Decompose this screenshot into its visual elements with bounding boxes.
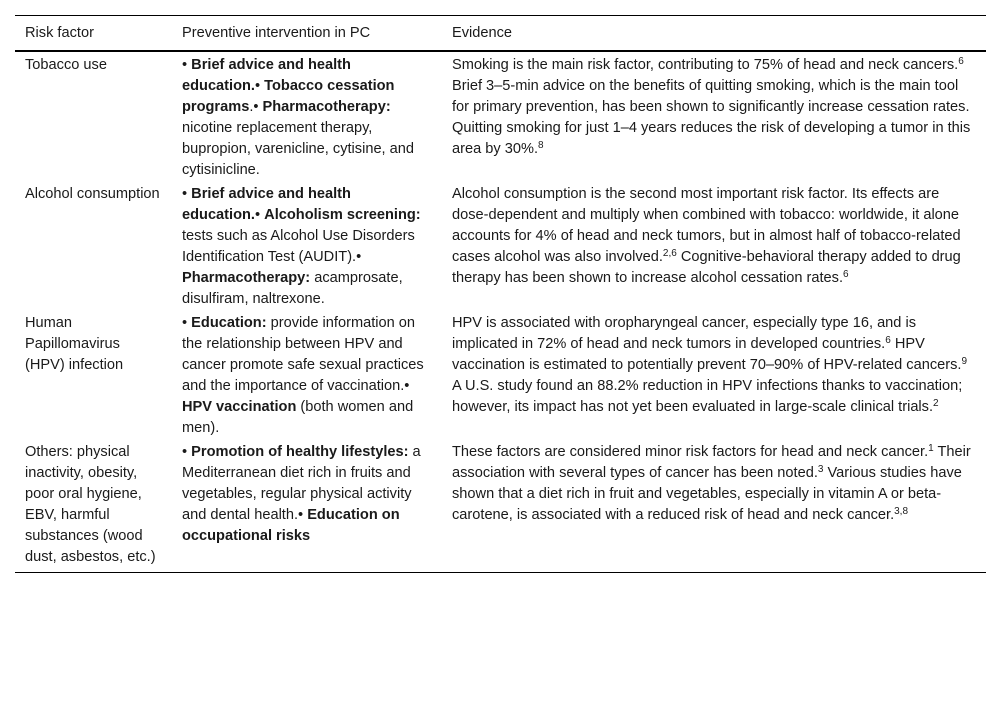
text-segment: Cognitive-behavioral therapy added to drug therapy has been shown to increase alcohol cessation rates. [452, 249, 961, 286]
text-segment: nicotine replacement therapy, bupropion, varenicline, cytisine, and cytisinicline. [182, 120, 415, 178]
bold-term: Promotion of healthy lifestyles: [191, 444, 409, 460]
text-segment: A U.S. study found an 88.2% reduction in HPV infections thanks to vaccination; however, its impact has not yet been evaluated in large-scale clinical trials. [452, 378, 963, 415]
intervention-cell [172, 439, 442, 573]
table-row [15, 181, 986, 310]
risk-factor-cell: Others: physical inactivity, obesity, poor oral hygiene, EBV, harmful substances (wood dust, asbestos, etc.) [25, 444, 156, 565]
risk-factor-table-container [15, 15, 986, 573]
evidence-cell [442, 51, 986, 181]
bold-term: Brief advice and health education. [182, 186, 351, 223]
risk-factor-cell: Human Papillomavirus (HPV) infection [25, 315, 124, 373]
table-header-row [15, 16, 986, 52]
table-row [15, 51, 986, 181]
evidence-cell [442, 310, 986, 439]
citation-reference: 8 [538, 140, 544, 151]
text-segment: (both women and men). [182, 399, 414, 436]
header-evidence: Evidence [452, 25, 513, 41]
bold-term: Pharmacotherapy: [262, 99, 391, 115]
citation-reference: 6 [843, 269, 849, 280]
text-segment: Brief 3–5-min advice on the benefits of quitting smoking, which is the main tool for primary prevention, has been shown to significantly increase cessation rates. Quitting smoking for just 1–4 years reduces the risk of developing a tumor in this area by 30%. [452, 78, 971, 157]
bold-term: Brief advice and health education. [182, 57, 351, 94]
citation-reference: 3,8 [894, 506, 909, 517]
header-risk-factor: Risk factor [25, 25, 94, 41]
bold-term: Tobacco cessation programs [182, 78, 395, 115]
table-row [15, 310, 986, 439]
citation-reference: 1 [928, 443, 934, 454]
intervention-cell [172, 310, 442, 439]
intervention-cell [172, 181, 442, 310]
text-segment: a Mediterranean diet rich in fruits and vegetables, regular physical activity and dental health.• [182, 444, 421, 523]
citation-reference: 6 [958, 56, 964, 67]
bold-term: HPV vaccination [182, 399, 297, 415]
text-segment: HPV is associated with oropharyngeal cancer, especially type 16, and is implicated in 72% of head and neck tumors in developed countries. [452, 315, 917, 352]
text-segment: tests such as Alcohol Use Disorders Identification Test (AUDIT).• [182, 228, 415, 265]
risk-factor-table [15, 15, 986, 573]
bold-term: Pharmacotherapy: [182, 270, 311, 286]
evidence-cell [442, 181, 986, 310]
bold-term: Alcoholism screening: [264, 207, 421, 223]
text-segment: • [182, 315, 192, 331]
text-segment: • [254, 78, 265, 94]
text-segment: Their association with several types of cancer has been noted. [452, 444, 971, 481]
bold-term: Education on occupational risks [182, 507, 400, 544]
text-segment: These factors are considered minor risk factors for head and neck cancer. [452, 444, 929, 460]
text-segment: Smoking is the main risk factor, contributing to 75% of head and neck cancers. [452, 57, 959, 73]
risk-factor-cell: Alcohol consumption [25, 186, 160, 202]
text-segment: .• [249, 99, 263, 115]
risk-factor-cell: Tobacco use [25, 57, 107, 73]
text-segment: HPV vaccination is estimated to potentially prevent 70–90% of HPV-related cancers. [452, 336, 962, 373]
citation-reference: 3 [817, 464, 824, 475]
text-segment: Alcohol consumption is the second most important risk factor. Its effects are dose-dependent and multiply when combined with tobacco: worldwide, it alone accounts for 4% of head and neck tumors, but in almost half of tobacco-related cases alcohol was also involved. [452, 186, 961, 265]
text-segment: • [182, 444, 192, 460]
table-row [15, 439, 986, 573]
text-segment: • [182, 186, 192, 202]
text-segment: • [254, 207, 265, 223]
citation-reference: 9 [961, 356, 968, 367]
text-segment: • [182, 57, 192, 73]
bold-term: Education: [191, 315, 267, 331]
citation-reference: 2 [933, 398, 939, 409]
text-segment: acamprosate, disulfiram, naltrexone. [182, 270, 403, 307]
header-intervention: Preventive intervention in PC [182, 25, 371, 41]
intervention-cell [172, 51, 442, 181]
text-segment: Various studies have shown that a diet rich in fruit and vegetables, especially in vitamin A or beta-carotene, is associated with a reduced risk of head and neck cancer. [452, 465, 962, 523]
evidence-cell [442, 439, 986, 573]
citation-reference: 6 [885, 335, 891, 346]
citation-reference: 2,6 [662, 248, 677, 259]
text-segment: provide information on the relationship between HPV and cancer promote safe sexual practices and the importance of vaccination.• [182, 315, 424, 394]
